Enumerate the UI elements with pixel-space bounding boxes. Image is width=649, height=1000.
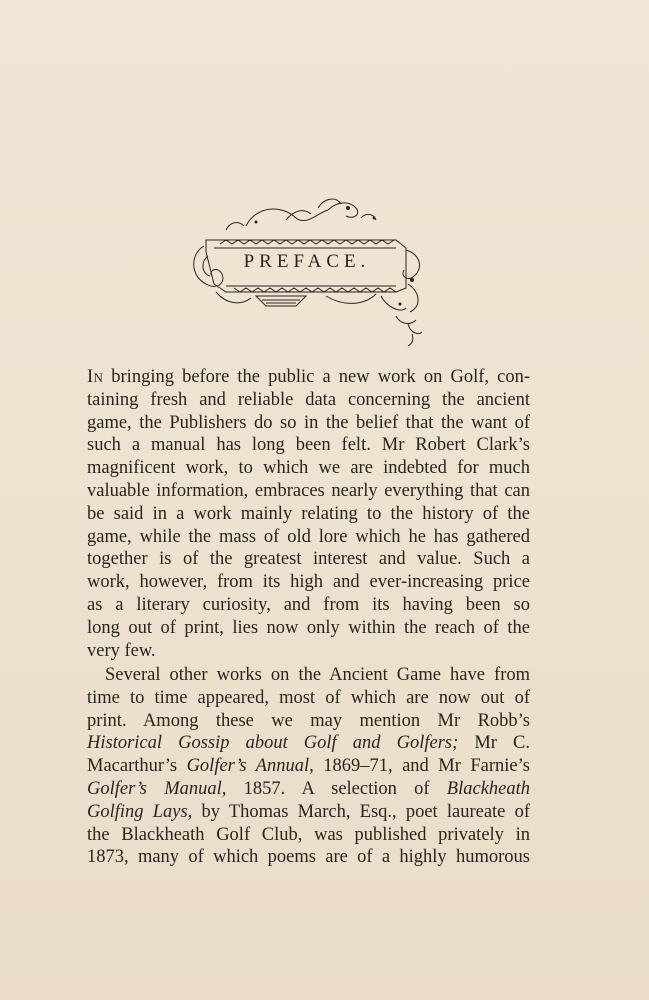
text-line: magnificent work, to which we are indebted for much: [87, 458, 530, 479]
paragraph-2: [87, 664, 530, 869]
text-fragment: by Thomas March, Esq., poet laureate of: [192, 801, 530, 822]
text-line: print. Among these we may mention Mr Robb’s: [87, 710, 530, 731]
text-line: taining fresh and reliable data concerning the ancient: [87, 389, 530, 410]
text-fragment: Mr C.: [458, 733, 530, 754]
dropcap-word: In: [87, 367, 104, 387]
text-line: as a literary curiosity, and from its having been so: [87, 594, 530, 615]
text-line: 1873, many of which poems are of a highly humorous: [87, 847, 530, 868]
text-line: valuable information, embraces nearly everything that can: [87, 480, 530, 501]
text-line: [87, 755, 530, 778]
text-line: [87, 732, 530, 755]
italic-title: Historical Gossip about Golf and Golfers;: [87, 733, 459, 754]
italic-title: Golfer’s Annual,: [186, 756, 314, 777]
text-line: game, while the mass of old lore which he has gathered: [87, 526, 530, 547]
text-line: be said in a work mainly relating to the history of the: [87, 503, 530, 524]
text-line: Several other works on the Ancient Game have from: [105, 665, 530, 685]
text-line: long out of print, lies now only within the reach of the: [87, 617, 530, 638]
paragraph-1: [87, 366, 530, 662]
text-fragment: 1857. A selection of: [226, 778, 447, 799]
page-title: PREFACE.: [243, 251, 371, 272]
text-fragment: Macarthur’s: [87, 756, 187, 777]
text-line: the Blackheath Golf Club, was published privately in: [87, 824, 530, 845]
italic-title: Blackheath: [446, 778, 531, 799]
text-line: time to time appeared, most of which are now out of: [87, 687, 530, 708]
text-line: [87, 366, 530, 389]
text-line: [87, 778, 530, 801]
italic-title: Golfing Lays,: [87, 801, 193, 822]
text-fragment: 1869–71, and Mr Farnie’s: [313, 756, 530, 777]
text-line: [87, 801, 530, 824]
text-line: game, the Publishers do so in the belief that the want of: [87, 412, 530, 433]
text-fragment: bringing before the public a new work on Golf, con-: [103, 367, 530, 387]
text-line: such a manual has long been felt. Mr Robert Clark’s: [87, 435, 530, 456]
text-line: together is of the greatest interest and value. Such a: [87, 549, 530, 570]
text-line: very few.: [87, 640, 156, 661]
italic-title: Golfer’s Manual,: [87, 778, 227, 799]
text-line: work, however, from its high and ever-increasing price: [87, 572, 530, 593]
